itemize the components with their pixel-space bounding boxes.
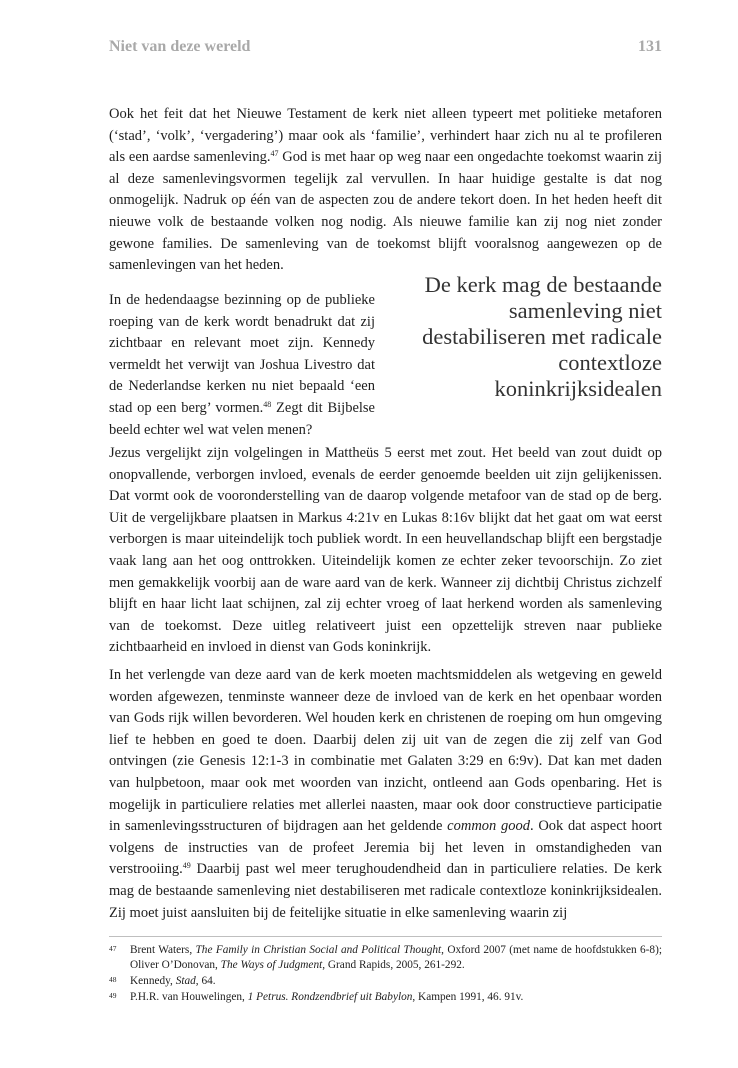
footnote-title: The Ways of Judgment: [220, 959, 323, 971]
footnote-text: , 64.: [195, 975, 216, 987]
running-header: [109, 38, 662, 62]
footnote-text: , Oxford 2007 (met name de hoofdstukken 6-8); Oliver O’Donovan,: [130, 944, 662, 971]
paragraph-text: . Ook dat aspect hoort volgens de instructies van de profeet Jeremia bij het leven in omstandigheden van verstrooiing.: [109, 818, 662, 878]
footnote-number: 49: [109, 991, 117, 1000]
footnote-text: P.H.R. van Houwelingen,: [130, 991, 248, 1003]
footnote-divider: [109, 936, 662, 937]
page-number: 131: [638, 38, 662, 55]
paragraph-text: In de hedendaagse bezinning op de publieke roeping van de kerk wordt benadrukt dat zij zichtbaar en relevant moet zijn. Kennedy vermeldt het verwijt van Joshua Livestro dat de Nederlandse kerken nu niet bepaald ‘een stad op een berg’ vormen.: [109, 292, 375, 416]
footnote-text: , Kampen 1991, 46. 91v.: [412, 991, 524, 1003]
footnote-number: 47: [109, 944, 117, 953]
paragraph-text: Ook het feit dat het Nieuwe Testament de kerk niet alleen typeert met politieke metaforen (‘stad’, ‘volk’, ‘vergadering’) maar ook als ‘familie’, verhindert haar zich nu al te profileren als een aardse samenleving.: [109, 106, 662, 166]
footnote-47: [109, 943, 662, 973]
running-title: Niet van deze wereld: [109, 38, 251, 55]
footnote-text: Kennedy,: [130, 975, 176, 987]
footnotes: [109, 943, 662, 1006]
footnote-text: , Grand Rapids, 2005, 261-292.: [322, 959, 465, 971]
body-paragraph-1: [109, 104, 662, 277]
footnote-title: Stad: [175, 975, 196, 987]
footnote-title: The Family in Christian Social and Political Thought: [195, 944, 442, 956]
footnote-title: 1 Petrus. Rondzendbrief uit Babylon: [247, 991, 413, 1003]
footnote-ref-47[interactable]: 47: [270, 149, 279, 159]
paragraph-text: Daarbij past wel meer terughoudendheid dan in particuliere relaties. De kerk mag de bestaande samenleving niet destabiliseren met radicale contextloze koninkrijksidealen. Zij moet juist aansluiten bij de feitelijke situatie in elke samenleving waarin zij: [109, 861, 662, 921]
body-paragraph-3: [109, 665, 662, 924]
pull-quote: De kerk mag de bestaande samenleving niet destabiliseren met radicale contextloze koninkrijksidealen: [422, 272, 662, 401]
paragraph-text: God is met haar op weg naar een ongedachte toekomst waarin zij al deze samenlevingsvormen tegelijk zal vervullen. In haar huidige gestalte is dat nog onmogelijk. Nadruk op één van de aspecten zou de andere tekort doen. In het heden heeft dit nieuwe volk de bestaande volken nog nodig. Als nieuwe familie kan zij nog niet zonder gewone families. De samenleving van de toekomst blijft vooralsnog aangewezen op de samenlevingen van het heden.: [109, 149, 662, 274]
footnote-ref-48[interactable]: 48: [263, 399, 272, 409]
body-paragraph-2-continued: Jezus vergelijkt zijn volgelingen in Mattheüs 5 eerst met zout. Het beeld van zout duidt op onopvallende, verborgen invloed, evenals de eerder genoemde beelden uit zijn gelijkenissen. Dat vormt ook de vooronderstelling van de daarop volgende metafoor van de stad op de berg. Uit de vergelijkbare plaatsen in Markus 4:21v en Lukas 8:16v blijkt dat het gaat om wat eerst verborgen is maar uiteindelijk toch publiek wordt. In een heuvellandschap blijft een bergstadje vaak lang aan het oog onttrokken. Uiteindelijk komen ze echter zeker tevoorschijn. Zo ziet men gemakkelijk voorbij aan de ware aard van de kerk. Wanneer zij dichtbij Christus zichzelf blijft en haar licht laat schijnen, zal zij echter vroeg of laat herkend worden als samenleving van de toekomst. Deze uitleg relativeert juist een opzettelijk streven naar publieke zichtbaarheid en invloed in dienst van Gods koninkrijk.: [109, 445, 662, 656]
paragraph-text: In het verlengde van deze aard van de kerk moeten machtsmiddelen als wetgeving en geweld worden afgewezen, tenminste wanneer deze de invloed van de kerk en het openbaar worden van Gods rijk willen bevorderen. Wel houden kerk en christenen de roeping om hun omgeving lief te hebben en goed te doen. Daarbij delen zij uit van de zegen die zij zelf van God ontvingen (zie Genesis 12:1-3 in combinatie met Galaten 3:29 en 6:9v). Dat kan met daden van hulpbetoon, maar ook met woorden van inzicht, ontleend aan Gods openbaring. Het is mogelijk in particuliere relaties met allerlei naasten, maar ook door constructieve participatie in samenlevingsstructuren of bijdragen aan het geldende: [109, 667, 662, 835]
footnote-number: 48: [109, 975, 117, 984]
body-paragraph-2: [109, 290, 375, 441]
emphasis: common good: [447, 818, 530, 835]
footnote-text: Brent Waters,: [130, 944, 196, 956]
footnote-49: [109, 990, 662, 1005]
footnote-ref-49[interactable]: 49: [182, 861, 191, 871]
two-column-block: [109, 272, 662, 442]
paragraph-text: Zegt dit Bijbelse beeld echter wel wat velen menen?: [109, 399, 375, 438]
footnote-48: [109, 974, 662, 989]
